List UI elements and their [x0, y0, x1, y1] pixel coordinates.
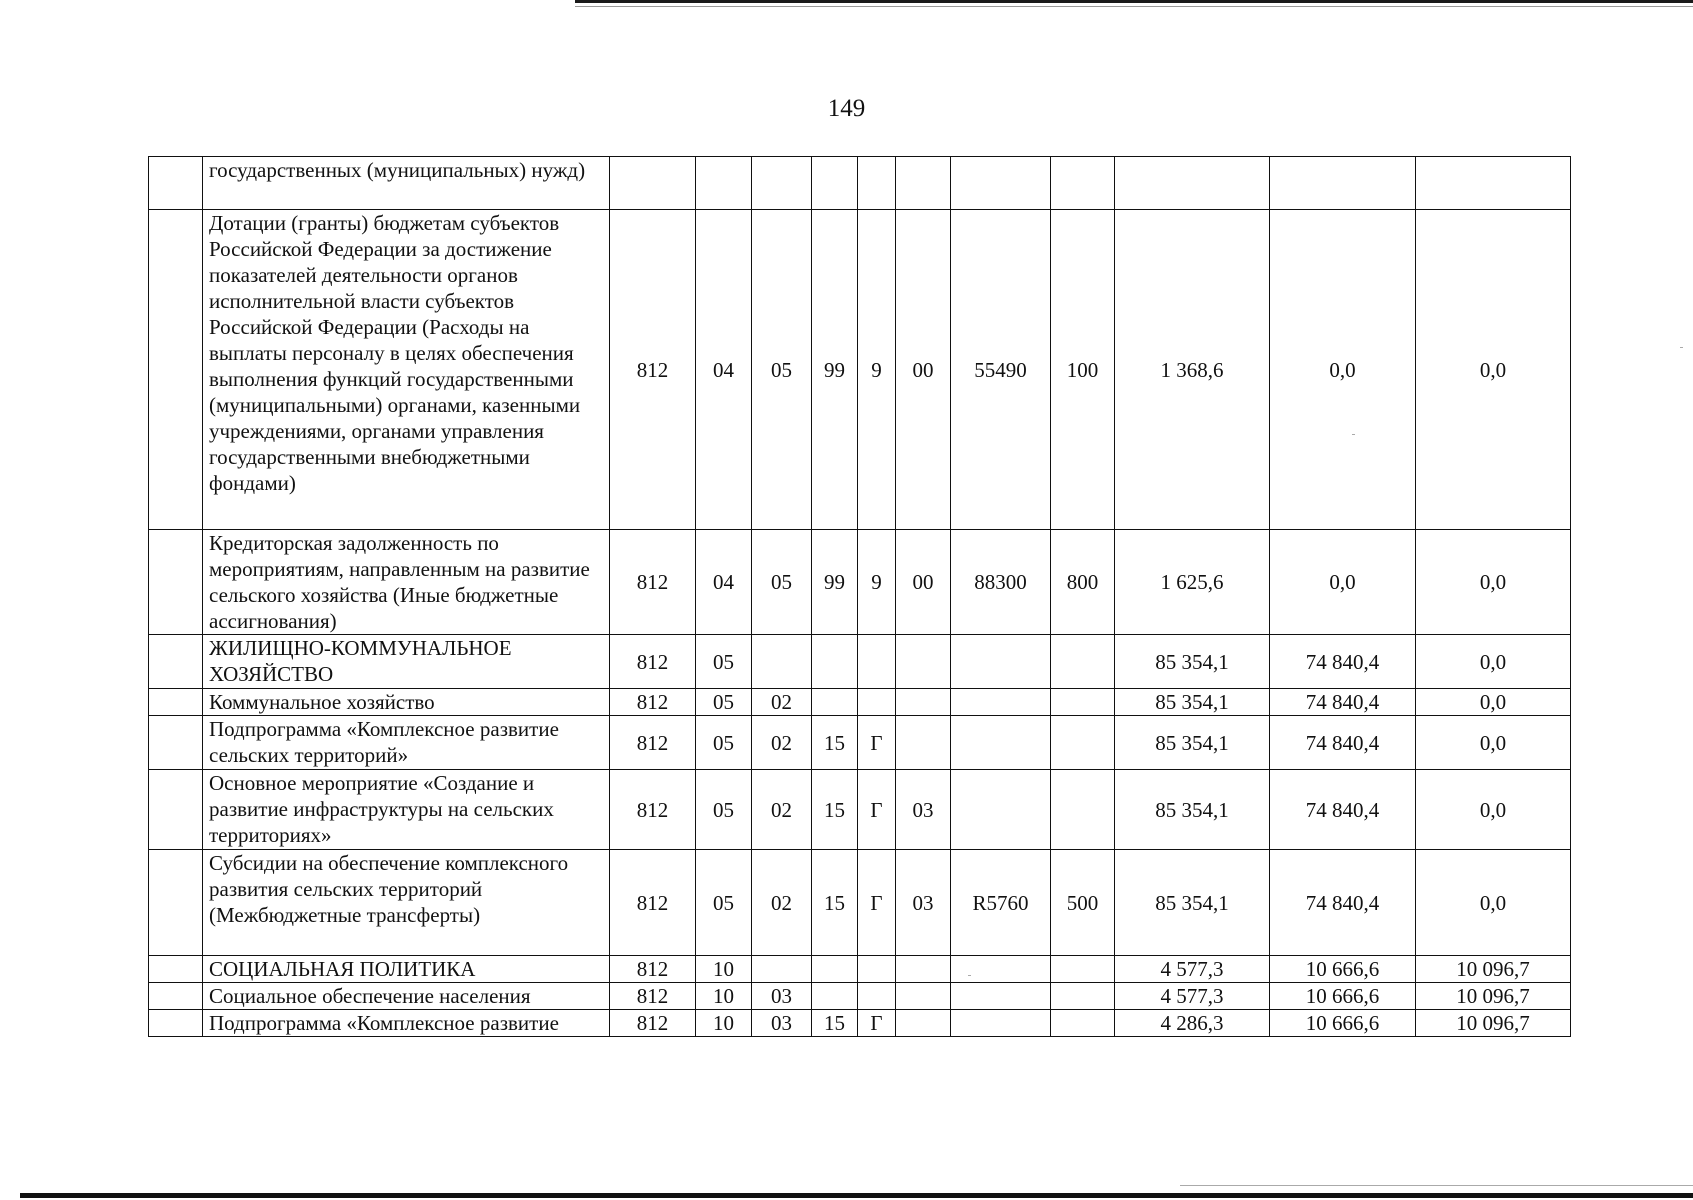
cell-value-2 [1270, 157, 1416, 210]
table-row [149, 530, 1571, 635]
cell-cs3 [896, 1010, 951, 1037]
cell-vr [1051, 716, 1115, 770]
cell-value-3: 0,0 [1416, 716, 1571, 770]
row-name: государственных (муниципальных) нужд) [203, 157, 610, 210]
cell-value-2: 74 840,4 [1270, 635, 1416, 689]
cell-pr: 03 [752, 1010, 812, 1037]
cell-value-2: 74 840,4 [1270, 689, 1416, 716]
cell-ved [610, 157, 696, 210]
cell-cs3 [896, 635, 951, 689]
cell-cs2: Г [858, 850, 896, 956]
cell-value-2: 74 840,4 [1270, 770, 1416, 850]
row-name: Коммунальное хозяйство [203, 689, 610, 716]
cell-value-1: 1 625,6 [1115, 530, 1270, 635]
cell-value-2: 0,0 [1270, 530, 1416, 635]
table-row [149, 210, 1571, 530]
cell-value-3: 0,0 [1416, 530, 1571, 635]
cell-pr: 05 [752, 530, 812, 635]
cell-ved: 812 [610, 635, 696, 689]
cell-value-3: 0,0 [1416, 210, 1571, 530]
row-index-cell [149, 1010, 203, 1037]
cell-ved: 812 [610, 956, 696, 983]
cell-pr: 02 [752, 716, 812, 770]
cell-cs2 [858, 983, 896, 1010]
cell-pr [752, 635, 812, 689]
cell-value-1: 85 354,1 [1115, 850, 1270, 956]
cell-rz: 04 [696, 210, 752, 530]
cell-ved: 812 [610, 770, 696, 850]
cell-value-1: 85 354,1 [1115, 635, 1270, 689]
row-name: ЖИЛИЩНО-КОММУНАЛЬНОЕ ХОЗЯЙСТВО [203, 635, 610, 689]
table-row [149, 1010, 1571, 1037]
cell-value-1: 1 368,6 [1115, 210, 1270, 530]
row-index-cell [149, 716, 203, 770]
cell-cs1 [812, 157, 858, 210]
cell-cs4 [951, 635, 1051, 689]
cell-value-1: 4 286,3 [1115, 1010, 1270, 1037]
cell-vr: 100 [1051, 210, 1115, 530]
page-number: 149 [827, 95, 866, 122]
cell-rz: 05 [696, 850, 752, 956]
cell-cs3: 03 [896, 850, 951, 956]
cell-pr: 02 [752, 850, 812, 956]
cell-value-3: 10 096,7 [1416, 983, 1571, 1010]
cell-value-1: 85 354,1 [1115, 716, 1270, 770]
cell-cs4 [951, 770, 1051, 850]
cell-cs1: 15 [812, 770, 858, 850]
row-name: Основное мероприятие «Создание и развитие инфраструктуры на сельских территориях» [203, 770, 610, 850]
cell-cs4 [951, 689, 1051, 716]
cell-cs3 [896, 956, 951, 983]
row-index-cell [149, 210, 203, 530]
cell-cs2 [858, 956, 896, 983]
row-name: Подпрограмма «Комплексное развитие [203, 1010, 610, 1037]
cell-value-2: 74 840,4 [1270, 716, 1416, 770]
cell-rz: 10 [696, 956, 752, 983]
table-row [149, 850, 1571, 956]
table-row [149, 716, 1571, 770]
cell-value-2: 74 840,4 [1270, 850, 1416, 956]
row-index-cell [149, 956, 203, 983]
cell-cs1 [812, 983, 858, 1010]
row-index-cell [149, 850, 203, 956]
cell-vr [1051, 770, 1115, 850]
cell-cs1 [812, 635, 858, 689]
cell-vr [1051, 689, 1115, 716]
row-index-cell [149, 157, 203, 210]
table-row [149, 983, 1571, 1010]
cell-vr [1051, 1010, 1115, 1037]
table-row [149, 635, 1571, 689]
cell-pr: 02 [752, 770, 812, 850]
cell-cs4: 55490 [951, 210, 1051, 530]
cell-cs3 [896, 716, 951, 770]
cell-rz: 10 [696, 1010, 752, 1037]
cell-value-3: 0,0 [1416, 850, 1571, 956]
cell-value-1: 4 577,3 [1115, 983, 1270, 1010]
cell-pr: 03 [752, 983, 812, 1010]
row-name: СОЦИАЛЬНАЯ ПОЛИТИКА [203, 956, 610, 983]
cell-vr [1051, 983, 1115, 1010]
cell-cs3 [896, 689, 951, 716]
cell-value-1: 85 354,1 [1115, 689, 1270, 716]
cell-cs1 [812, 956, 858, 983]
cell-value-3: 0,0 [1416, 770, 1571, 850]
cell-cs1: 99 [812, 530, 858, 635]
row-name: Дотации (гранты) бюджетам субъектов Российской Федерации за достижение показателей деятельности органов исполнительной власти субъектов Российской Федерации (Расходы на выплаты персоналу в целях обеспечения выполнения функций государственными (муниципальными) органами, казенными учреждениями, органами управления государственными внебюджетными фондами) [203, 210, 610, 530]
cell-rz: 05 [696, 635, 752, 689]
table-row [149, 689, 1571, 716]
cell-ved: 812 [610, 530, 696, 635]
cell-vr: 500 [1051, 850, 1115, 956]
cell-pr [752, 157, 812, 210]
cell-cs4 [951, 1010, 1051, 1037]
cell-value-3: 0,0 [1416, 689, 1571, 716]
scan-edge-bottom [20, 1193, 1693, 1198]
cell-cs4: 88300 [951, 530, 1051, 635]
cell-cs4: R5760 [951, 850, 1051, 956]
cell-value-3 [1416, 157, 1571, 210]
table-row [149, 157, 1571, 210]
cell-cs4 [951, 983, 1051, 1010]
cell-value-2: 0,0 [1270, 210, 1416, 530]
cell-rz: 05 [696, 689, 752, 716]
cell-cs2: 9 [858, 210, 896, 530]
cell-cs4 [951, 157, 1051, 210]
cell-pr [752, 956, 812, 983]
cell-cs3: 03 [896, 770, 951, 850]
scan-edge-top [575, 0, 1693, 3]
cell-cs4 [951, 956, 1051, 983]
cell-ved: 812 [610, 210, 696, 530]
cell-rz [696, 157, 752, 210]
cell-ved: 812 [610, 1010, 696, 1037]
cell-cs1: 15 [812, 1010, 858, 1037]
cell-value-2: 10 666,6 [1270, 1010, 1416, 1037]
cell-value-2: 10 666,6 [1270, 983, 1416, 1010]
cell-cs2: Г [858, 716, 896, 770]
row-index-cell [149, 770, 203, 850]
row-name: Субсидии на обеспечение комплексного развития сельских территорий (Межбюджетные трансферты) [203, 850, 610, 956]
cell-rz: 05 [696, 770, 752, 850]
row-index-cell [149, 689, 203, 716]
cell-cs3: 00 [896, 210, 951, 530]
table-row [149, 770, 1571, 850]
cell-value-3: 10 096,7 [1416, 956, 1571, 983]
budget-table [148, 156, 1571, 1037]
table-row [149, 956, 1571, 983]
cell-rz: 10 [696, 983, 752, 1010]
scan-speck [1680, 347, 1683, 348]
cell-cs2 [858, 157, 896, 210]
cell-value-2: 10 666,6 [1270, 956, 1416, 983]
cell-cs2 [858, 635, 896, 689]
cell-cs3 [896, 983, 951, 1010]
cell-vr [1051, 157, 1115, 210]
cell-cs1: 15 [812, 850, 858, 956]
cell-ved: 812 [610, 983, 696, 1010]
cell-cs3: 00 [896, 530, 951, 635]
cell-rz: 05 [696, 716, 752, 770]
cell-pr: 02 [752, 689, 812, 716]
row-name: Кредиторская задолженность по мероприятиям, направленным на развитие сельского хозяйства (Иные бюджетные ассигнования) [203, 530, 610, 635]
cell-pr: 05 [752, 210, 812, 530]
cell-value-3: 10 096,7 [1416, 1010, 1571, 1037]
cell-ved: 812 [610, 850, 696, 956]
cell-vr [1051, 635, 1115, 689]
row-name: Подпрограмма «Комплексное развитие сельских территорий» [203, 716, 610, 770]
cell-cs2: Г [858, 770, 896, 850]
cell-vr: 800 [1051, 530, 1115, 635]
scan-edge-top-thin [575, 6, 1693, 7]
scan-edge-bottom-thin [1180, 1185, 1693, 1186]
cell-value-1: 4 577,3 [1115, 956, 1270, 983]
cell-cs1: 99 [812, 210, 858, 530]
row-index-cell [149, 530, 203, 635]
cell-cs1: 15 [812, 716, 858, 770]
cell-value-1: 85 354,1 [1115, 770, 1270, 850]
cell-vr [1051, 956, 1115, 983]
cell-cs2: 9 [858, 530, 896, 635]
row-index-cell [149, 635, 203, 689]
cell-ved: 812 [610, 689, 696, 716]
cell-value-1 [1115, 157, 1270, 210]
cell-cs1 [812, 689, 858, 716]
cell-cs2 [858, 689, 896, 716]
row-name: Социальное обеспечение населения [203, 983, 610, 1010]
cell-cs4 [951, 716, 1051, 770]
cell-rz: 04 [696, 530, 752, 635]
cell-value-3: 0,0 [1416, 635, 1571, 689]
cell-cs3 [896, 157, 951, 210]
row-index-cell [149, 983, 203, 1010]
cell-ved: 812 [610, 716, 696, 770]
cell-cs2: Г [858, 1010, 896, 1037]
